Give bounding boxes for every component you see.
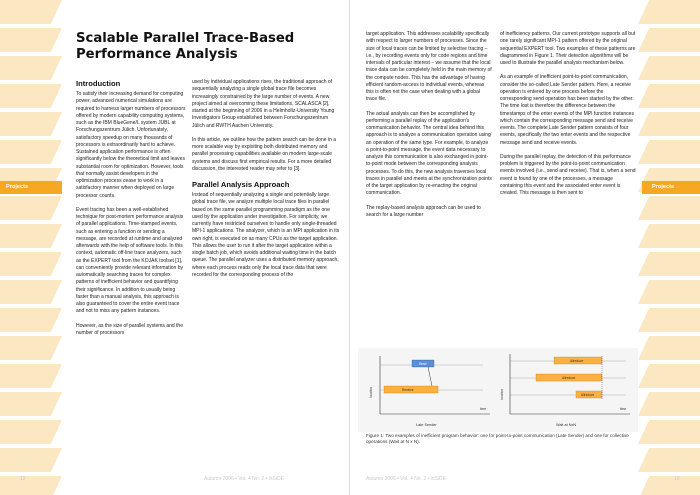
- stripe-band: [0, 56, 62, 80]
- stripe-band: [638, 448, 700, 472]
- right-page-number: 13: [674, 476, 680, 482]
- col1-paragraph-3: However, as the size of parallel systems and the number of processors: [76, 322, 183, 336]
- stripe-band: [638, 252, 700, 276]
- stripe-band: [638, 140, 700, 164]
- figure-1-diagram: [358, 348, 638, 438]
- left-issue-info: Autumn 2006 • Vol. 4 No. 2 • inSiDE: [204, 476, 284, 482]
- right-issue-info: Autumn 2006 • Vol. 4 No. 2 • inSiDE: [366, 476, 446, 482]
- column-4: [500, 31, 636, 204]
- stripe-band: [0, 196, 62, 220]
- stripe-band: [638, 0, 700, 24]
- stripe-band: [0, 392, 62, 416]
- wait-at-nxn-label: Wait at NxN: [556, 423, 577, 427]
- stripe-band: [638, 476, 700, 495]
- allreduce-bar-2-label: Allreduce: [562, 376, 576, 380]
- stripe-band: [638, 112, 700, 136]
- col3-paragraph-2: The actual analysis can then be accomplished by performing a parallel replay of the application's communication behavior. The central idea behind this approach is to analyze a communication operation using an operation of the same type. For example, to analyze a point-to-point message, the event data necessary to analyze this communication is also exchanged in point-to-point mode between the corresponding analysis processes. To do this, the new analysis traverses local traces in parallel and meets at the synchronization points of the target application by re-enacting the original communication.: [366, 110, 492, 197]
- receive-bar-label: Receive: [402, 388, 414, 392]
- stripe-band: [0, 224, 62, 248]
- col4-paragraph-1: of inefficiency patterns. Our current prototype supports all but one rarely significant MPI-1 pattern offered by the original sequential EXPERT tool. Two examples of these patterns are diagrammed in Figure 1. Their detection algorithms will be used to illustrate the parallel analysis mechanism below.: [500, 31, 636, 66]
- stripe-band: [638, 84, 700, 108]
- section-tab-right: Projects: [642, 181, 700, 194]
- stripe-band: [0, 84, 62, 108]
- article-title: Scalable Parallel Trace-Based Performance Analysis: [76, 31, 295, 62]
- stripe-band: [0, 448, 62, 472]
- stripe-band: [0, 28, 62, 52]
- parallel-analysis-heading: Parallel Analysis Approach: [192, 180, 290, 189]
- intro-heading: Introduction: [76, 79, 121, 88]
- col1-paragraph-1: To satisfy their increasing demand for computing power, advanced numerical simulations are required to harness larger numbers of processors offered by modern capability computing systems, such as the IBM BlueGene/L system JUBL at Forschungszentrum Jülich. Unfortunately, satisfactory speedup on many thousands of processors is extraordinarily hard to achieve. Sustained application performance is often significantly below the theoretical limit and leaves substantial room for optimization. However, tools that normally assist developers in the optimization process cease to work in a satisfactory manner when deployed on large processor counts.: [76, 91, 186, 199]
- allreduce-bar-1-label: Allreduce: [570, 359, 584, 363]
- stripe-band: [0, 308, 62, 332]
- send-bar-label: Send: [419, 362, 427, 366]
- left-page-number: 12: [20, 476, 26, 482]
- late-sender-y-label: location: [369, 387, 373, 398]
- stripe-band: [638, 392, 700, 416]
- stripe-band: [0, 364, 62, 388]
- stripe-band: [0, 252, 62, 276]
- col4-paragraph-2: As an example of inefficient point-to-point communication, consider the so-called Late Sender pattern. Here, a receive operation is entered by one process before the corresponding send operation has been started by the other. The time lost is therefore the difference between the timestamps of the enter events of the MPI function instances which contain the corresponding message send and receive events. The complete Late Sender pattern consists of four events, specifically the two enter events and the respective message send and receive events.: [500, 74, 634, 146]
- column-3: [366, 31, 492, 226]
- allreduce-bar-3-label: Allreduce: [581, 393, 595, 397]
- col2-paragraph-2: In this article, we outline how the pattern search can be done in a more scalable way by exploiting both distributed memory and parallel processing capabilities available on modern large-scale systems and discuss first empirical results. For a more detailed discussion, the interested reader may refer to [3].: [192, 136, 336, 172]
- stripe-band: [0, 280, 62, 304]
- stripe-band: [638, 280, 700, 304]
- stripe-band: [0, 476, 62, 495]
- col3-paragraph-3: The replay-based analysis approach can be used to search for a large number: [366, 204, 481, 218]
- col3-paragraph-1: target application. This addresses scalability specifically with respect to larger numbers of processes. Since the size of local traces can be limited by selective tracing – i.e., by recording events only for code regions and time intervals of particular interest – we assume that the local trace data can be completely held in the main memory of the compute nodes. This has the advantage of having efficient random-access to individual events, whereas this is often not the case when dealing with a global trace file.: [366, 31, 492, 103]
- stripe-band: [638, 420, 700, 444]
- stripe-band: [0, 0, 62, 24]
- col1-paragraph-2: Event tracing has been a well-established technique for post-mortem performance analysis of parallel applications. Time-stamped events, such as entering a function or sending a message, are recorded at runtime and analyzed afterwards with the help of software tools. In this context, automatic off-line trace analyzers, such as the EXPERT tool from the KOJAK toolset [1], can conveniently provide relevant information by automatically searching traces for complex patterns of inefficient behavior and quantifying their significance. In addition to usually being faster than a manual analysis, this approach is also guaranteed to cover the entire event trace and not to miss any pattern instances.: [76, 206, 184, 315]
- nxn-y-label: location: [500, 389, 504, 400]
- stripe-band: [0, 336, 62, 360]
- stripe-band: [0, 420, 62, 444]
- section-tab-left: Projects: [0, 181, 62, 194]
- stripe-band: [638, 56, 700, 80]
- stripe-band: [638, 364, 700, 388]
- col2-paragraph-1: used by individual applications rises, the traditional approach of sequentially analyzing a single global trace file becomes increasingly constrained by the large number of events. A new project aimed at overcoming these limitations, SCALASCA [2], started at the beginning of 2006 in a Helmholtz-University Young Investigators Group established between Forschungszentrum Jülich and RWTH Aachen University.: [192, 79, 335, 129]
- late-sender-x-label: time: [480, 407, 487, 411]
- stripe-band: [638, 336, 700, 360]
- stripe-band: [0, 112, 62, 136]
- stripe-band: [638, 308, 700, 332]
- column-1: [76, 79, 186, 344]
- nxn-x-label: time: [620, 407, 627, 411]
- right-stripe-decoration: [638, 0, 700, 495]
- column-2: [192, 79, 340, 286]
- late-sender-label: Late Sender: [416, 423, 437, 427]
- stripe-band: [638, 224, 700, 248]
- stripe-band: [638, 28, 700, 52]
- stripe-band: [0, 140, 62, 164]
- col2-paragraph-3: Instead of sequentially analyzing a single and potentially large global trace file, we analyze multiple local trace files in parallel based on the same parallel programming paradigm as the one used by the application under investigation. For simplicity, we currently have restricted ourselves to handle only single-threaded MPI-1 applications. The analyzer, which is an MPI application in its own right, is executed on as many CPUs as the target application. This allows the user to run it after the target application within a single batch job, which avoids additional waiting time in the batch queue. The parallel analyzer uses a distributed memory approach, where each process reads only the local trace data that were recorded for the corresponding process of the: [192, 192, 340, 278]
- stripe-band: [638, 196, 700, 220]
- col4-paragraph-3: During the parallel replay, the detection of this performance problem is triggered by the point-to-point communication events involved (i.e., send and receive). That is, when a send event is found by one of the processes, a message containing this event and the associated enter event is created. This message is then sent to: [500, 153, 636, 196]
- left-stripe-decoration: [0, 0, 62, 495]
- figure-1-caption: Figure 1: Two examples of inefficient program behavior: one for point-to-point communication (Late Sender) and one for collective operations (Wait at N x N).: [366, 433, 629, 444]
